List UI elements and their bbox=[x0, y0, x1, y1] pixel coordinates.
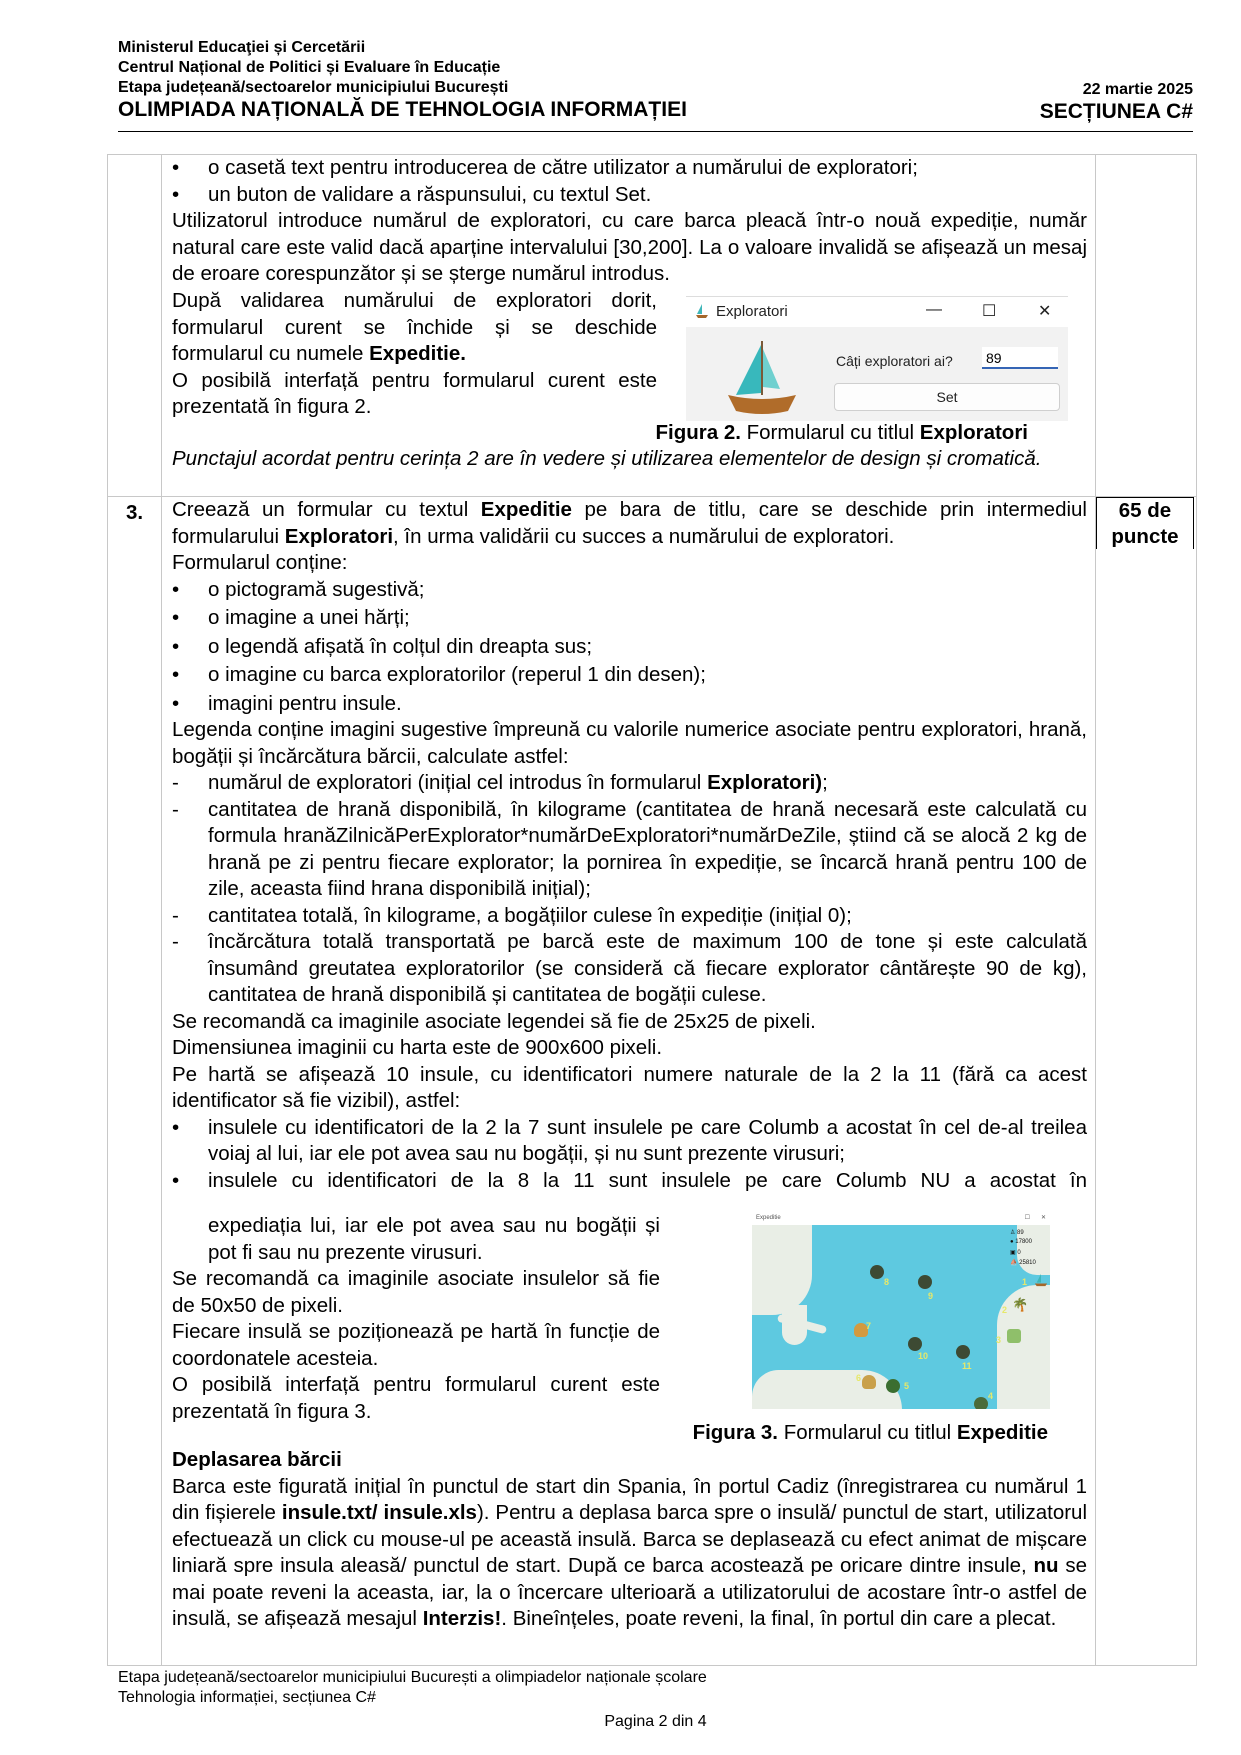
list-item: - cantitatea de hrană disponibilă, în kilograme (cantitatea de hrană necesară este calculată cu formula hranăZilnicăPerExplorator*numărDeExploratori*numărDeZile, știind că se alocă 2 kg de hrană pe zi pentru fiecare explorator; la pornirea în expediție, se încarcă hrană pentru 100 de zile, aceasta fiind hrana disponibilă inițial); bbox=[172, 797, 1087, 900]
list-item: • o casetă text pentru introducerea de către utilizator a numărului de exploratori; bbox=[172, 155, 1087, 182]
ministry-name: Ministerul Educaţiei și Cercetării bbox=[118, 39, 366, 56]
map-image[interactable]: ♙ 89 ● 17800 ▣ 0 ⛵ 25810 1 🌴 2 3 4 5 6 7 8 9 10 11 bbox=[752, 1225, 1050, 1409]
task-number: 3. bbox=[126, 501, 144, 524]
task3-side-text: Se recomandă ca imaginile asociate insulelor să fie de 50x50 de pixeli. Fiecare insulă se poziționează pe hartă în funcție de coordonatele acesteia. O posibilă interfață pentru formularul curent este prezentată în figura 3. bbox=[172, 1267, 660, 1423]
figure3-caption: Figura 3. Formularul cu titlul Expeditie bbox=[692, 1421, 1048, 1444]
task2-paragraph: Utilizatorul introduce numărul de exploratori, cu care barca pleacă într-o nouă expediție, număr natural care este valid dacă aparține intervalului [30,200]. La o valoare invalidă se afișează un mesaj de eroare corespunzător și se șterge numărul introdus. bbox=[172, 209, 1087, 285]
explorers-count-label: Câți exploratori ai? bbox=[836, 353, 953, 369]
minimize-button[interactable]: — bbox=[926, 301, 942, 318]
window-titlebar bbox=[686, 297, 1068, 327]
close-button[interactable]: ✕ bbox=[1040, 1215, 1046, 1221]
section-label: SECȚIUNEA C# bbox=[1039, 100, 1193, 123]
land-north-america bbox=[752, 1225, 812, 1315]
island-9[interactable] bbox=[918, 1275, 932, 1289]
page-header bbox=[118, 38, 1193, 122]
window-titlebar bbox=[752, 1213, 1052, 1225]
task3-intro: Creează un formular cu textul Expeditie pe bara de titlu, care se deschide prin intermediul formularului Exploratori, în urma validării cu succes a numărului de exploratori. bbox=[172, 498, 1087, 548]
task3-content bbox=[172, 497, 1087, 1194]
list-item: • o pictogramă sugestivă; bbox=[172, 577, 1087, 604]
maximize-button[interactable]: ☐ bbox=[1024, 1215, 1030, 1221]
list-item: • o legendă afișată în colțul din dreapta sus; bbox=[172, 634, 1087, 661]
stage-name: Etapa județeană/sectoarelor municipiului București bbox=[118, 79, 509, 96]
island-10[interactable] bbox=[908, 1337, 922, 1351]
column-divider bbox=[161, 155, 162, 1665]
maximize-button[interactable]: ☐ bbox=[982, 303, 997, 320]
points-box: 65 de puncte bbox=[1096, 497, 1194, 549]
page-number: Pagina 2 din 4 bbox=[604, 1713, 707, 1730]
list-item: • insulele cu identificatori de la 2 la 7 sunt insulele pe care Columb a acostat în cel de-al treilea voiaj al lui, iar ele pot avea sau nu bogății, și nu sunt prezente virusuri; bbox=[172, 1115, 1087, 1168]
list-item: • insulele cu identificatori de la 8 la 11 sunt insulele pe care Columb NU a acostat în bbox=[172, 1168, 1087, 1195]
island-11[interactable] bbox=[956, 1345, 970, 1359]
map-size-note: Dimensiunea imaginii cu harta este de 900x600 pixeli. bbox=[172, 1036, 663, 1059]
list-item: • o imagine cu barca exploratorilor (reperul 1 din desen); bbox=[172, 662, 1087, 689]
boat-icon bbox=[694, 303, 710, 319]
island-5[interactable] bbox=[886, 1379, 900, 1393]
land-south-america bbox=[752, 1370, 902, 1409]
legend-food: ● 17800 bbox=[1010, 1239, 1032, 1245]
islands-intro: Pe hartă se afișează 10 insule, cu identificatori numere naturale de la 2 la 11 (fără ca acest identificator să fie vizibil), astfel: bbox=[172, 1062, 1087, 1112]
explorers-count-input[interactable]: 89 bbox=[982, 347, 1058, 369]
island-bullet-continuation: expediația lui, iar ele pot avea sau nu bogății și pot fi sau nu prezente virusuri. bbox=[208, 1214, 660, 1264]
island-6[interactable] bbox=[862, 1375, 876, 1389]
list-item: - numărul de exploratori (inițial cel introdus în formularul Exploratori); bbox=[172, 771, 828, 794]
set-button[interactable]: Set bbox=[834, 383, 1060, 411]
boat-movement-paragraph: Barca este figurată inițial în punctul de start din Spania, în portul Cadiz (înregistrarea cu numărul 1 din fișierele insule.txt/ insule.xls). Pentru a deplasa barca spre o insulă/ punctul de start, utilizatorul efectuează un click cu mouse-ul pe această insulă. Barca se deplasează cu efect animat de mișcare liniară spre insula aleasă/ punctul de start. După ce barca acostează pe oricare dintre insule, nu se mai poate reveni la aceasta, iar, la o încercare ulterioară a utilizatorului de acostare într-o astfel de insulă, se afișează mesajul Interzis!. Bineînțeles, poate reveni, la final, în portul din care a plecat. bbox=[172, 1474, 1088, 1630]
footer-stage: Etapa județeană/sectoarelor municipiului București a olimpiadelor naționale școlare bbox=[118, 1669, 707, 1686]
island-3[interactable] bbox=[1007, 1329, 1021, 1343]
window-title: Exploratori bbox=[716, 303, 788, 320]
close-button[interactable]: ✕ bbox=[1038, 303, 1052, 320]
page-footer bbox=[118, 1668, 1193, 1732]
exam-date: 22 martie 2025 bbox=[1082, 81, 1193, 98]
header-divider bbox=[118, 131, 1193, 132]
legend-size-note: Se recomandă ca imaginile asociate legendei să fie de 25x25 de pixeli. bbox=[172, 1009, 816, 1033]
task2-note: Punctajul acordat pentru cerința 2 are în vedere și utilizarea elementelor de design și cromatică. bbox=[172, 447, 1042, 470]
task2-content bbox=[172, 155, 1087, 288]
footer-subject: Tehnologia informației, secțiunea C# bbox=[118, 1689, 376, 1706]
center-name: Centrul Național de Politici și Evaluare în Educație bbox=[118, 59, 501, 76]
list-item: - încărcătura totală transportată pe barcă este de maximum 100 de tone și este calculată însumând greutatea exploratorilor (se consideră că fiecare explorator cântărește 90 de kg), cantitatea de hrană disponibilă și cantitatea de bogății culese. bbox=[172, 930, 1087, 1006]
section-title: Deplasarea bărcii bbox=[172, 1448, 342, 1471]
column-divider bbox=[1095, 155, 1096, 1665]
task2-side-text: După validarea numărului de exploratori dorit, formularul curent se închide și se deschide formularul cu numele Expeditie. O posibilă interfață pentru formularul curent este prezentată în figura 2. bbox=[172, 289, 657, 418]
list-item: - cantitatea totală, în kilograme, a bogățiilor culese în expediție (inițial 0); bbox=[172, 903, 852, 927]
legend-intro: Legenda conține imagini sugestive împreună cu valorile numerice asociate pentru exploratori, hrană, bogății și încărcătura bărcii, calculate astfel: bbox=[172, 718, 1087, 768]
figure2-caption: Figura 2. Formularul cu titlul Exploratori bbox=[655, 421, 1028, 444]
list-item: • o imagine a unei hărți; bbox=[172, 605, 1087, 632]
window-title: Expeditie bbox=[756, 1215, 781, 1221]
contains-label: Formularul conține: bbox=[172, 551, 348, 574]
legend-explorers: ♙ 89 bbox=[1010, 1230, 1024, 1236]
island-4[interactable] bbox=[974, 1397, 988, 1409]
expeditie-window bbox=[752, 1213, 1052, 1409]
list-item: • imagini pentru insule. bbox=[172, 691, 1087, 718]
legend-load: ⛵ 25810 bbox=[1010, 1260, 1036, 1266]
boat-movement-section bbox=[172, 1447, 1087, 1633]
list-item: • un buton de validare a răspunsului, cu textul Set. bbox=[172, 182, 1087, 209]
olympiad-title: OLIMPIADA NAȚIONALĂ DE TEHNOLOGIA INFORMAȚIEI bbox=[118, 98, 687, 121]
sailboat-image bbox=[722, 337, 802, 415]
island-8[interactable] bbox=[870, 1265, 884, 1279]
exploratori-window bbox=[686, 296, 1068, 421]
boat-icon[interactable] bbox=[1032, 1273, 1050, 1287]
legend-riches: ▣ 0 bbox=[1010, 1250, 1021, 1256]
island-2[interactable]: 🌴 bbox=[1012, 1297, 1029, 1312]
